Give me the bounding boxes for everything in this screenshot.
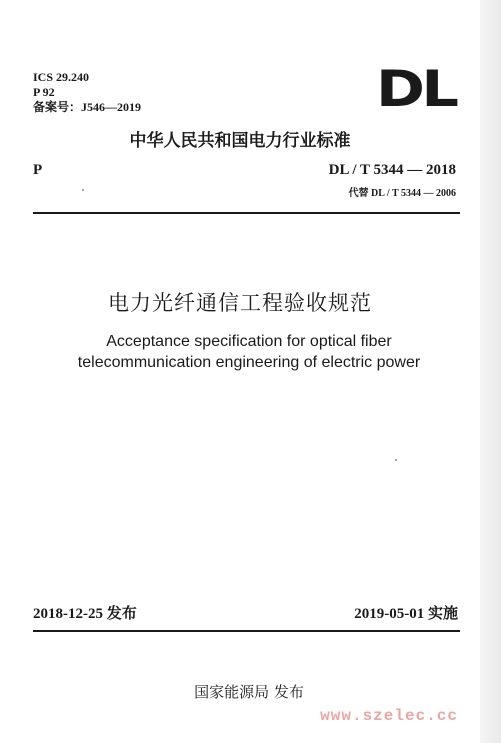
speck — [82, 189, 84, 191]
top-divider — [33, 212, 460, 214]
watermark: www.szelec.cc — [320, 707, 458, 725]
publisher: 国家能源局 发布 — [194, 683, 304, 701]
standard-type: 中华人民共和国电力行业标准 — [129, 131, 351, 151]
english-title-line-2: telecommunication engineering of electric power — [77, 354, 421, 371]
dl-logo: DL — [376, 60, 456, 118]
page-edge-shadow — [480, 0, 501, 743]
bottom-divider — [33, 630, 460, 632]
effective-date: 2019-05-01 实施 — [354, 606, 458, 622]
chinese-title: 电力光纤通信工程验收规范 — [108, 291, 372, 315]
issue-date: 2018-12-25 发布 — [33, 606, 137, 622]
english-title-line-1: Acceptance specification for optical fiber — [106, 333, 392, 350]
speck — [395, 459, 397, 461]
ics-number: ICS 29.240 — [33, 70, 90, 84]
classification-letter: P — [33, 162, 43, 178]
replaces-code: 代替 DL / T 5344 — 2006 — [348, 188, 456, 199]
ccs-number: P 92 — [33, 85, 55, 99]
record-number: 备案号：J546—2019 — [33, 100, 142, 114]
standard-code: DL / T 5344 — 2018 — [328, 162, 456, 178]
